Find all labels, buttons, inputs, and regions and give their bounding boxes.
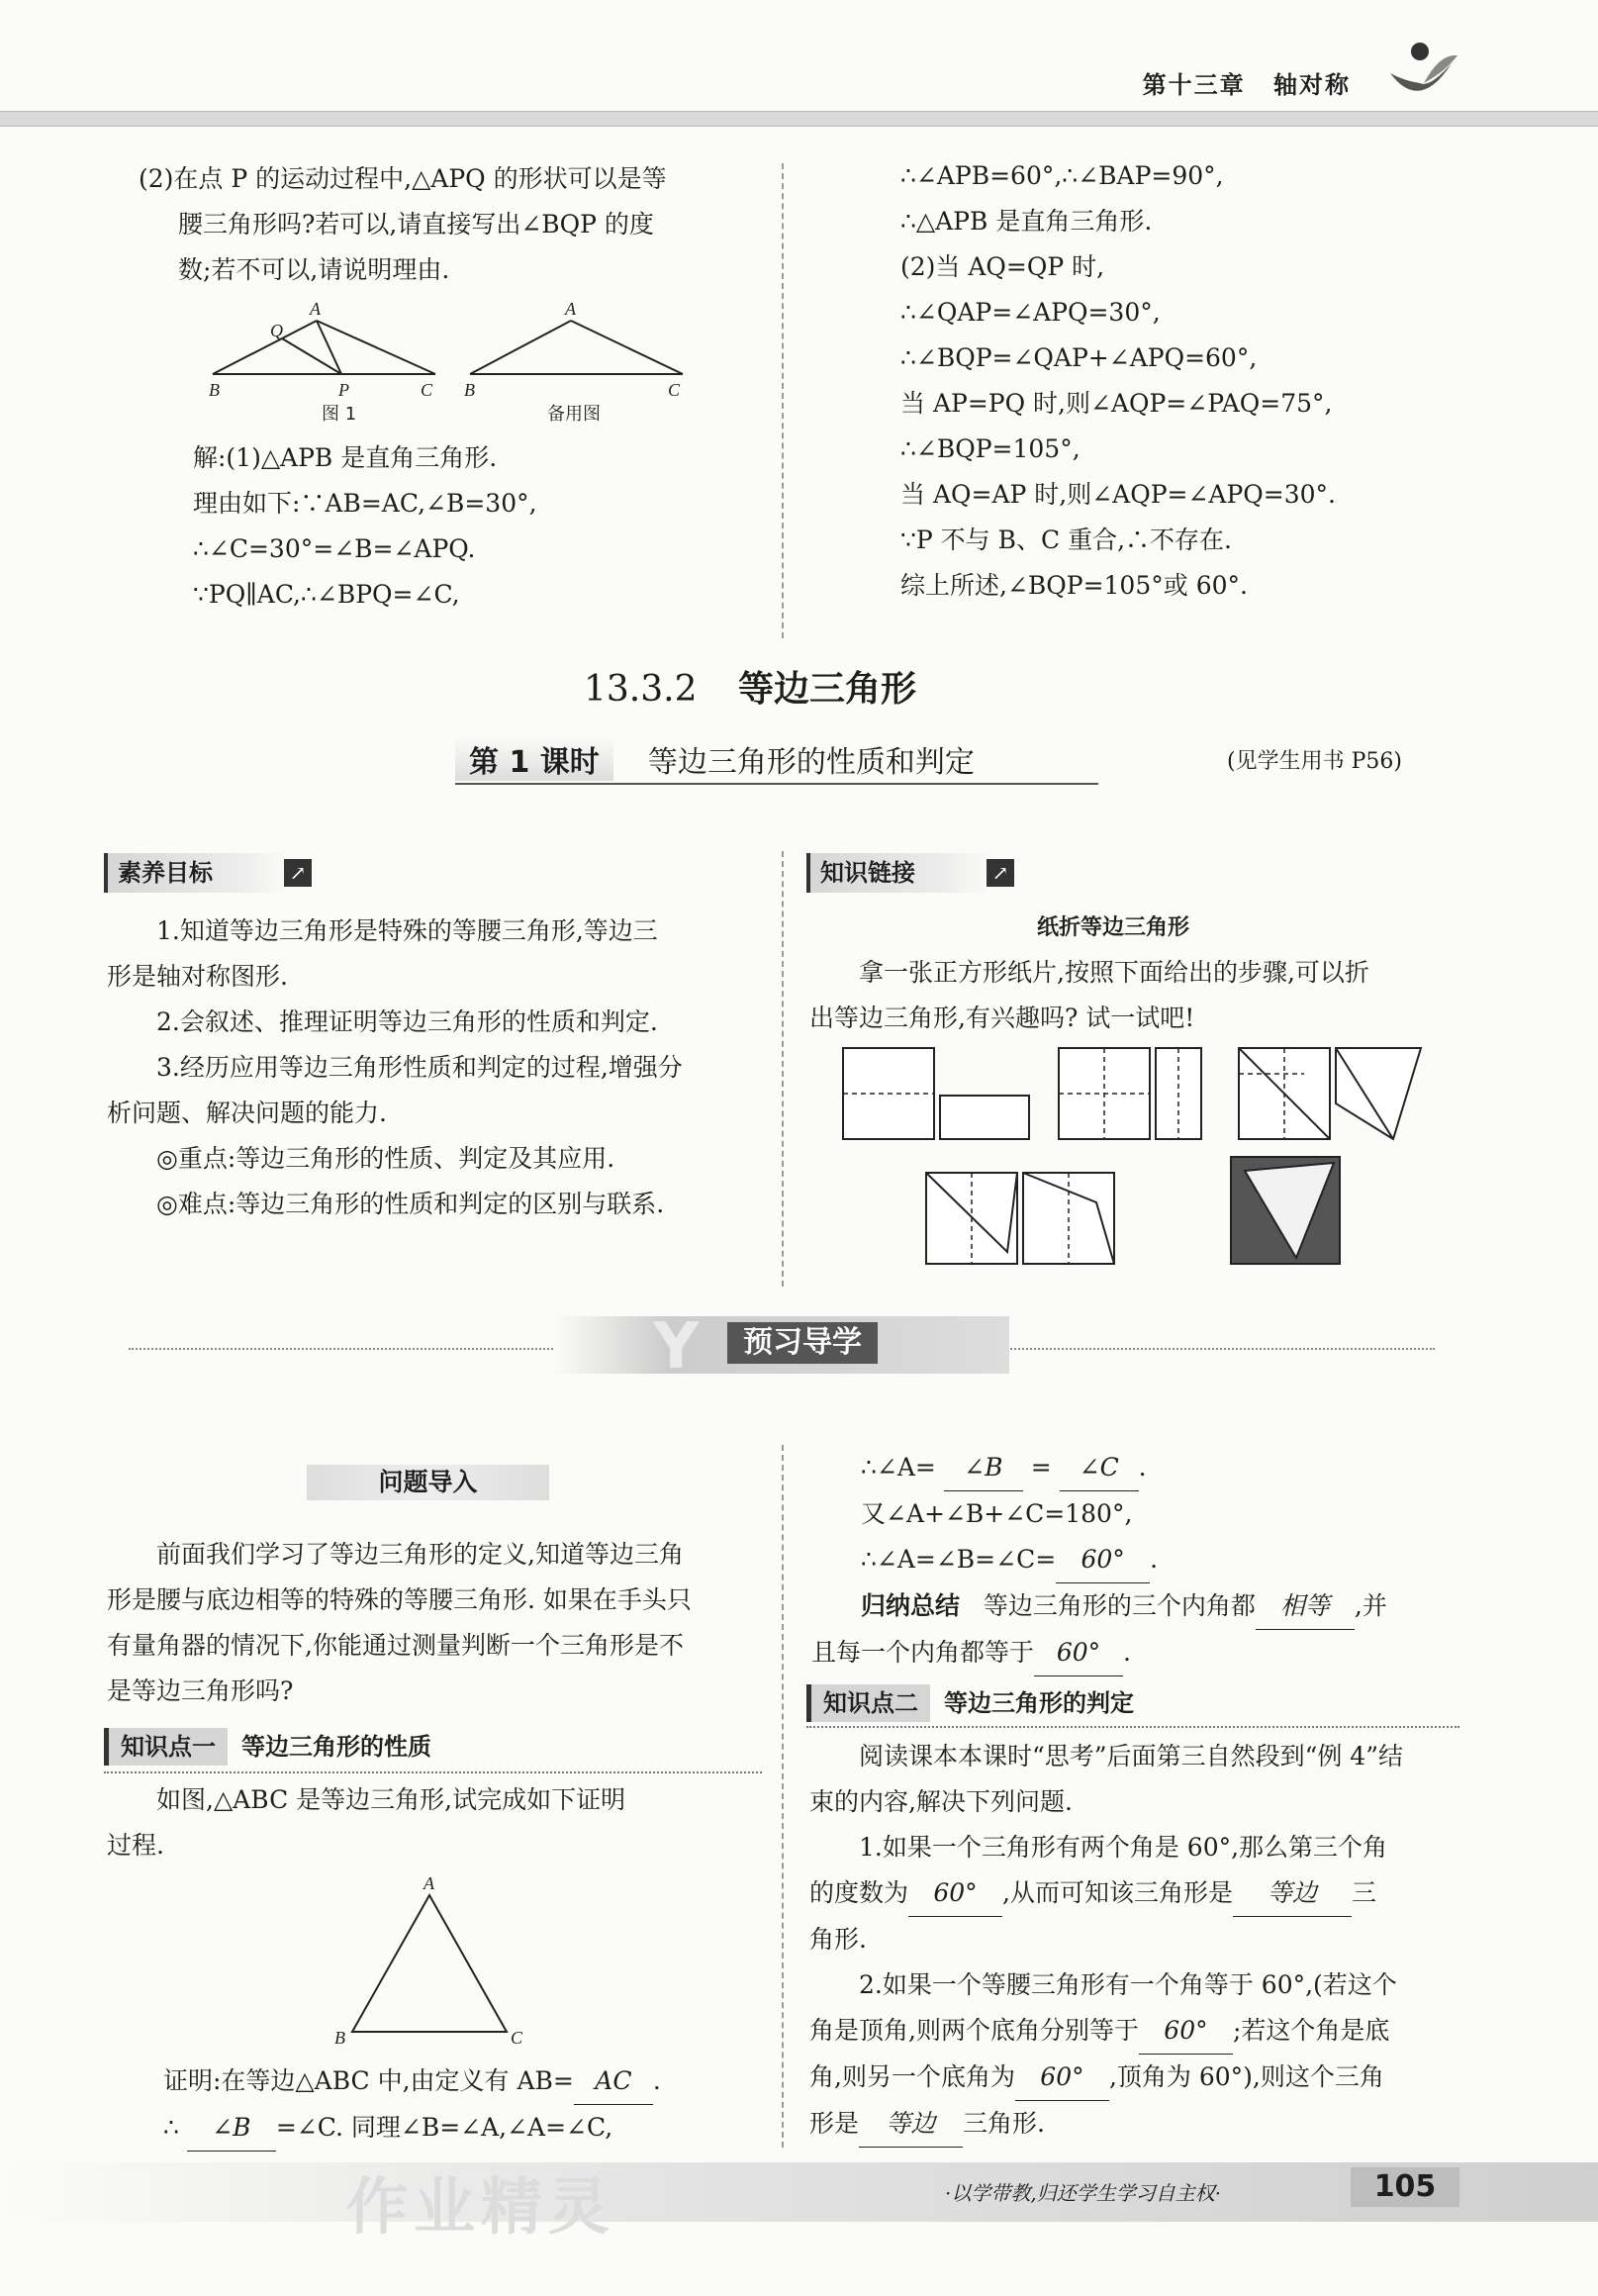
goal-line-7: ◎难点:等边三角形的性质和判定的区别与联系.: [156, 1190, 665, 1218]
summary-tag: 归纳总结: [861, 1591, 961, 1620]
kp2-q2-line-1: 2.如果一个等腰三角形有一个角等于 60°,(若这个: [859, 1970, 1397, 1999]
column-divider-bottom: [782, 1445, 784, 2148]
solution-left: [193, 435, 767, 618]
proof-line-2: ∴ ∠B =∠C. 同理∠B=∠A,∠A=∠C,: [163, 2105, 777, 2152]
triangle-abc: [327, 1875, 534, 2049]
reference-note: (见学生用书 P56): [1227, 749, 1402, 774]
fig1-label-a: A: [310, 299, 321, 319]
intro-title: 问题导入: [307, 1465, 549, 1500]
kp2-q2-line-3: 角,则另一个底角为 60° ,顶角为 60°),则这个三角: [809, 2055, 1472, 2101]
solution-r-line-6: 当 AP=PQ 时,则∠AQP=∠PAQ=75°,: [900, 389, 1333, 418]
answer-angle-b: ∠B: [187, 2105, 276, 2152]
intro-body: [107, 1532, 765, 1714]
goal-line-3: 2.会叙述、推理证明等边三角形的性质和判定.: [156, 1007, 658, 1036]
goal-line-2: 形是轴对称图形.: [107, 962, 288, 991]
knowledge-link-body: [809, 950, 1472, 1041]
answer-60-b: 60°: [1034, 1630, 1123, 1676]
goals-tag: 素养目标: [104, 853, 291, 893]
intro-line-4: 是等边三角形吗?: [107, 1676, 294, 1705]
knowledge-line-2: 出等边三角形,有兴趣吗? 试一试吧!: [809, 1004, 1195, 1032]
kp2-rule: [806, 1726, 1459, 1728]
solution-r-line-5: ∴∠BQP=∠QAP+∠APQ=60°,: [900, 343, 1258, 372]
fig1-label-q: Q: [270, 321, 283, 340]
answer-equal: 相等: [1256, 1583, 1355, 1630]
tri-label-a: A: [423, 1875, 434, 1893]
knowledge-line-1: 拿一张正方形纸片,按照下面给出的步骤,可以折: [859, 958, 1369, 987]
kp2-body: [809, 1734, 1472, 2148]
q2-line-1: (2)在点 P 的运动过程中,△APQ 的形状可以是等: [139, 164, 667, 193]
section-heading: [584, 661, 916, 712]
chapter-number: 第十三章: [1142, 71, 1246, 99]
tri-label-c: C: [511, 2028, 523, 2048]
kp1-body: [107, 1777, 765, 1868]
header-band: [0, 111, 1598, 127]
kp2-title: 等边三角形的判定: [944, 1689, 1134, 1717]
solution-line-2: 理由如下:∵AB=AC,∠B=30°,: [193, 489, 537, 518]
lesson-number: 第 1 课时: [455, 737, 613, 781]
solution-r-line-2: ∴△APB 是直角三角形.: [900, 207, 1153, 236]
goal-line-1: 1.知道等边三角形是特殊的等腰三角形,等边三: [156, 916, 658, 945]
kp2-q1-line-3: 角形.: [809, 1925, 867, 1954]
goal-line-5: 析问题、解决问题的能力.: [107, 1099, 387, 1127]
intro-line-3: 有量角器的情况下,你能通过测量判断一个三角形是不: [107, 1631, 684, 1660]
kp1-title: 等边三角形的性质: [241, 1733, 431, 1761]
solution-right: [900, 153, 1514, 609]
solution-line-1: 解:(1)△APB 是直角三角形.: [193, 443, 498, 472]
intro-line-1: 前面我们学习了等边三角形的定义,知道等边三角: [156, 1540, 684, 1569]
solution-r-line-4: ∴∠QAP=∠APQ=30°,: [900, 298, 1161, 327]
kp2-line-1: 阅读课本本课时“思考”后面第三自然段到“例 4”结: [859, 1742, 1403, 1770]
fig1-caption: 图 1: [322, 404, 357, 425]
summary: [811, 1583, 1464, 1676]
solution-r-line-9: ∵P 不与 B、C 重合,∴不存在.: [900, 526, 1232, 554]
fig1-label-c: C: [421, 380, 433, 400]
goal-line-6: ◎重点:等边三角形的性质、判定及其应用.: [156, 1144, 615, 1173]
rl-line-2: 又∠A+∠B+∠C=180°,: [861, 1499, 1133, 1528]
banner-title: 预习导学: [727, 1322, 878, 1364]
kp2-heading: [806, 1684, 1134, 1722]
answer-60-c: 60°: [908, 1870, 1002, 1917]
proof-line-1: 证明:在等边△ABC 中,由定义有 AB= AC .: [163, 2058, 777, 2105]
banner: [554, 1310, 1009, 1384]
kp1-proof: [163, 2058, 777, 2152]
solution-line-4: ∵PQ∥AC,∴∠BPQ=∠C,: [193, 580, 460, 609]
fig1-label-p: P: [338, 380, 349, 400]
fig1-label-b: B: [209, 380, 220, 400]
rl-line-1: ∴∠A= ∠B = ∠C .: [861, 1445, 1514, 1491]
summary-line-2: 且每一个内角都等于 60° .: [811, 1630, 1464, 1676]
page-number: 105: [1351, 2167, 1459, 2207]
footer-slogan: ·以学带教,归还学生学习自主权·: [945, 2181, 1222, 2205]
lesson-title: 等边三角形的性质和判定: [647, 745, 975, 780]
solution-line-3: ∴∠C=30°=∠B=∠APQ.: [193, 534, 476, 563]
summary-line-1: 归纳总结 等边三角形的三个内角都 相等 ,并: [811, 1583, 1464, 1630]
column-divider-top: [782, 163, 784, 638]
question-2: [139, 156, 762, 293]
kp2-q1-line-1: 1.如果一个三角形有两个角是 60°,那么第三个角: [859, 1833, 1388, 1862]
kp2-q2-line-2: 角是顶角,则两个底角分别等于 60° ;若这个角是底: [809, 2008, 1472, 2055]
rl-line-3: ∴∠A=∠B=∠C= 60° .: [861, 1537, 1514, 1583]
lesson-heading: [455, 737, 1098, 785]
chapter-header: [1143, 65, 1351, 100]
chapter-topic: 轴对称: [1273, 71, 1351, 99]
fig2-label-b: B: [464, 380, 475, 400]
kp2-line-2: 束的内容,解决下列问题.: [809, 1787, 1073, 1816]
fig2-label-a: A: [565, 299, 576, 319]
section-number: 13.3.2: [584, 669, 698, 710]
kp2-label: 知识点二: [806, 1684, 930, 1722]
kp1-rule: [104, 1771, 762, 1773]
tri-label-b: B: [334, 2028, 345, 2048]
solution-r-line-1: ∴∠APB=60°,∴∠BAP=90°,: [900, 161, 1224, 190]
answer-angle-c: ∠C: [1060, 1445, 1139, 1491]
solution-r-line-7: ∴∠BQP=105°,: [900, 434, 1081, 463]
kp1-line-1: 如图,△ABC 是等边三角形,试完成如下证明: [156, 1785, 626, 1814]
kp1-label: 知识点一: [104, 1728, 228, 1766]
knowledge-link-title: 纸折等边三角形: [1037, 915, 1190, 940]
fig2-label-c: C: [668, 380, 681, 400]
kp2-q1-line-2: 的度数为 60° ,从而可知该三角形是 等边 三: [809, 1870, 1472, 1917]
goal-line-4: 3.经历应用等边三角形性质和判定的过程,增强分: [156, 1053, 683, 1082]
solution-r-line-8: 当 AQ=AP 时,则∠AQP=∠APQ=30°.: [900, 480, 1337, 509]
goals-body: [107, 909, 760, 1227]
answer-equilateral-2: 等边: [859, 2101, 963, 2148]
kp1-heading: [104, 1728, 431, 1766]
banner-letter: Y: [653, 1310, 700, 1384]
kp1-line-2: 过程.: [107, 1831, 164, 1860]
figure-2: [460, 297, 698, 426]
q2-line-3: 数;若不可以,请说明理由.: [178, 255, 450, 284]
watermark: 作业精灵: [346, 2170, 616, 2243]
solution-r-line-10: 综上所述,∠BQP=105°或 60°.: [900, 571, 1248, 600]
section-title: 等边三角形: [737, 669, 916, 710]
answer-60-d: 60°: [1139, 2008, 1233, 2055]
right-lower-proof: [861, 1445, 1514, 1583]
q2-line-2: 腰三角形吗?若可以,请直接写出∠BQP 的度: [178, 210, 654, 239]
intro-line-2: 形是腰与底边相等的特殊的等腰三角形. 如果在手头只: [107, 1585, 692, 1614]
answer-equilateral-1: 等边: [1233, 1870, 1352, 1917]
figure-1: [203, 297, 450, 426]
answer-60-e: 60°: [1015, 2055, 1109, 2101]
answer-ac: AC: [574, 2058, 653, 2105]
fig2-caption: 备用图: [547, 404, 601, 425]
solution-r-line-3: (2)当 AQ=QP 时,: [900, 252, 1105, 281]
kp2-q2-line-4: 形是 等边 三角形.: [809, 2101, 1472, 2148]
folding-diagram: [839, 1044, 1433, 1267]
answer-angle-b-2: ∠B: [944, 1445, 1023, 1491]
knowledge-link-tag: 知识链接: [806, 853, 993, 893]
arrow-icon: ↗: [987, 859, 1014, 887]
arrow-icon: ↗: [284, 859, 312, 887]
column-divider-mid: [782, 851, 784, 1287]
answer-60-a: 60°: [1056, 1537, 1150, 1583]
logo-icon: [1380, 34, 1459, 113]
